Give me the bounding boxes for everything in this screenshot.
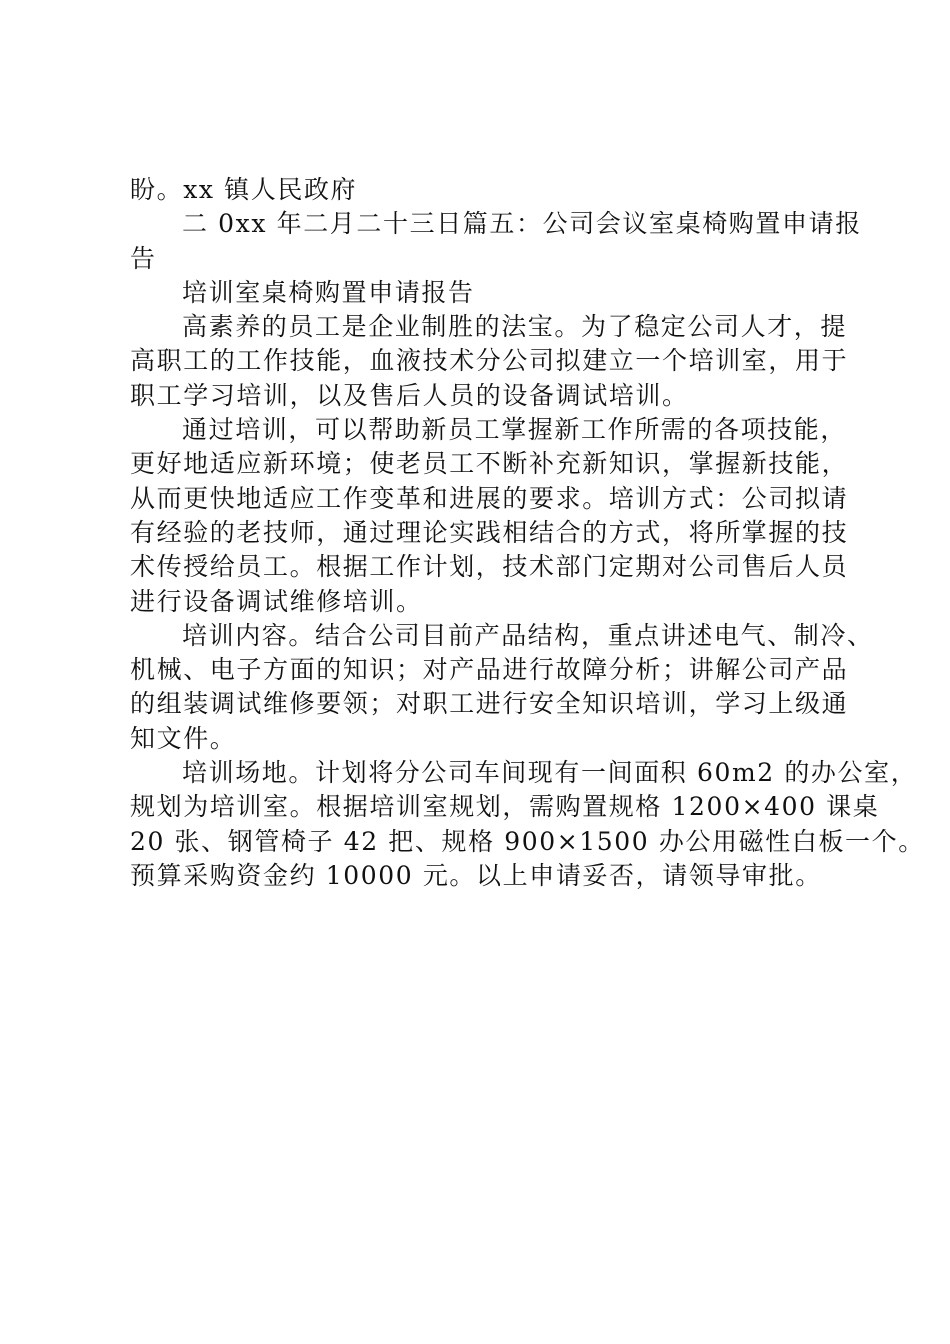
date-and-title-line: 二 0xx 年二月二十三日篇五：公司会议室桌椅购置申请报 [182, 209, 862, 239]
paragraph-1-line-3: 职工学习培训，以及售后人员的设备调试培训。 [130, 380, 689, 410]
title-continuation-line: 告 [130, 243, 157, 273]
paragraph-1-line-1: 高素养的员工是企业制胜的法宝。为了稳定公司人才，提 [182, 312, 848, 342]
paragraph-2-line-4: 有经验的老技师，通过理论实践相结合的方式，将所掌握的技 [130, 517, 849, 547]
paragraph-2-line-3: 从而更快地适应工作变革和进展的要求。培训方式：公司拟请 [130, 483, 849, 513]
document-body [130, 173, 925, 893]
paragraph-4-line-4: 预算采购资金约 10000 元。以上申请妥否，请领导审批。 [130, 860, 822, 890]
paragraph-4-line-1: 培训场地。计划将分公司车间现有一间面积 60m2 的办公室， [182, 758, 918, 788]
closing-line: 盼。xx 镇人民政府 [130, 175, 358, 204]
paragraph-2-line-2: 更好地适应新环境；使老员工不断补充新知识，掌握新技能， [130, 449, 849, 479]
paragraph-2-line-6: 进行设备调试维修培训。 [130, 586, 423, 616]
report-title: 培训室桌椅购置申请报告 [182, 277, 475, 307]
paragraph-2-line-5: 术传授给员工。根据工作计划，技术部门定期对公司售后人员 [130, 552, 849, 582]
paragraph-4-line-2: 规划为培训室。根据培训室规划，需购置规格 1200×400 课桌 [130, 792, 880, 822]
paragraph-3-line-1: 培训内容。结合公司目前产品结构，重点讲述电气、制冷、 [182, 620, 874, 650]
paragraph-3-line-4: 知文件。 [130, 723, 237, 753]
paragraph-2-line-1: 通过培训，可以帮助新员工掌握新工作所需的各项技能， [182, 415, 848, 445]
paragraph-3-line-2: 机械、电子方面的知识；对产品进行故障分析；讲解公司产品 [130, 655, 849, 685]
paragraph-3-line-3: 的组装调试维修要领；对职工进行安全知识培训，学习上级通 [130, 689, 849, 719]
paragraph-1-line-2: 高职工的工作技能，血液技术分公司拟建立一个培训室，用于 [130, 346, 849, 376]
paragraph-4-line-3: 20 张、钢管椅子 42 把、规格 900×1500 办公用磁性白板一个。 [130, 826, 925, 856]
